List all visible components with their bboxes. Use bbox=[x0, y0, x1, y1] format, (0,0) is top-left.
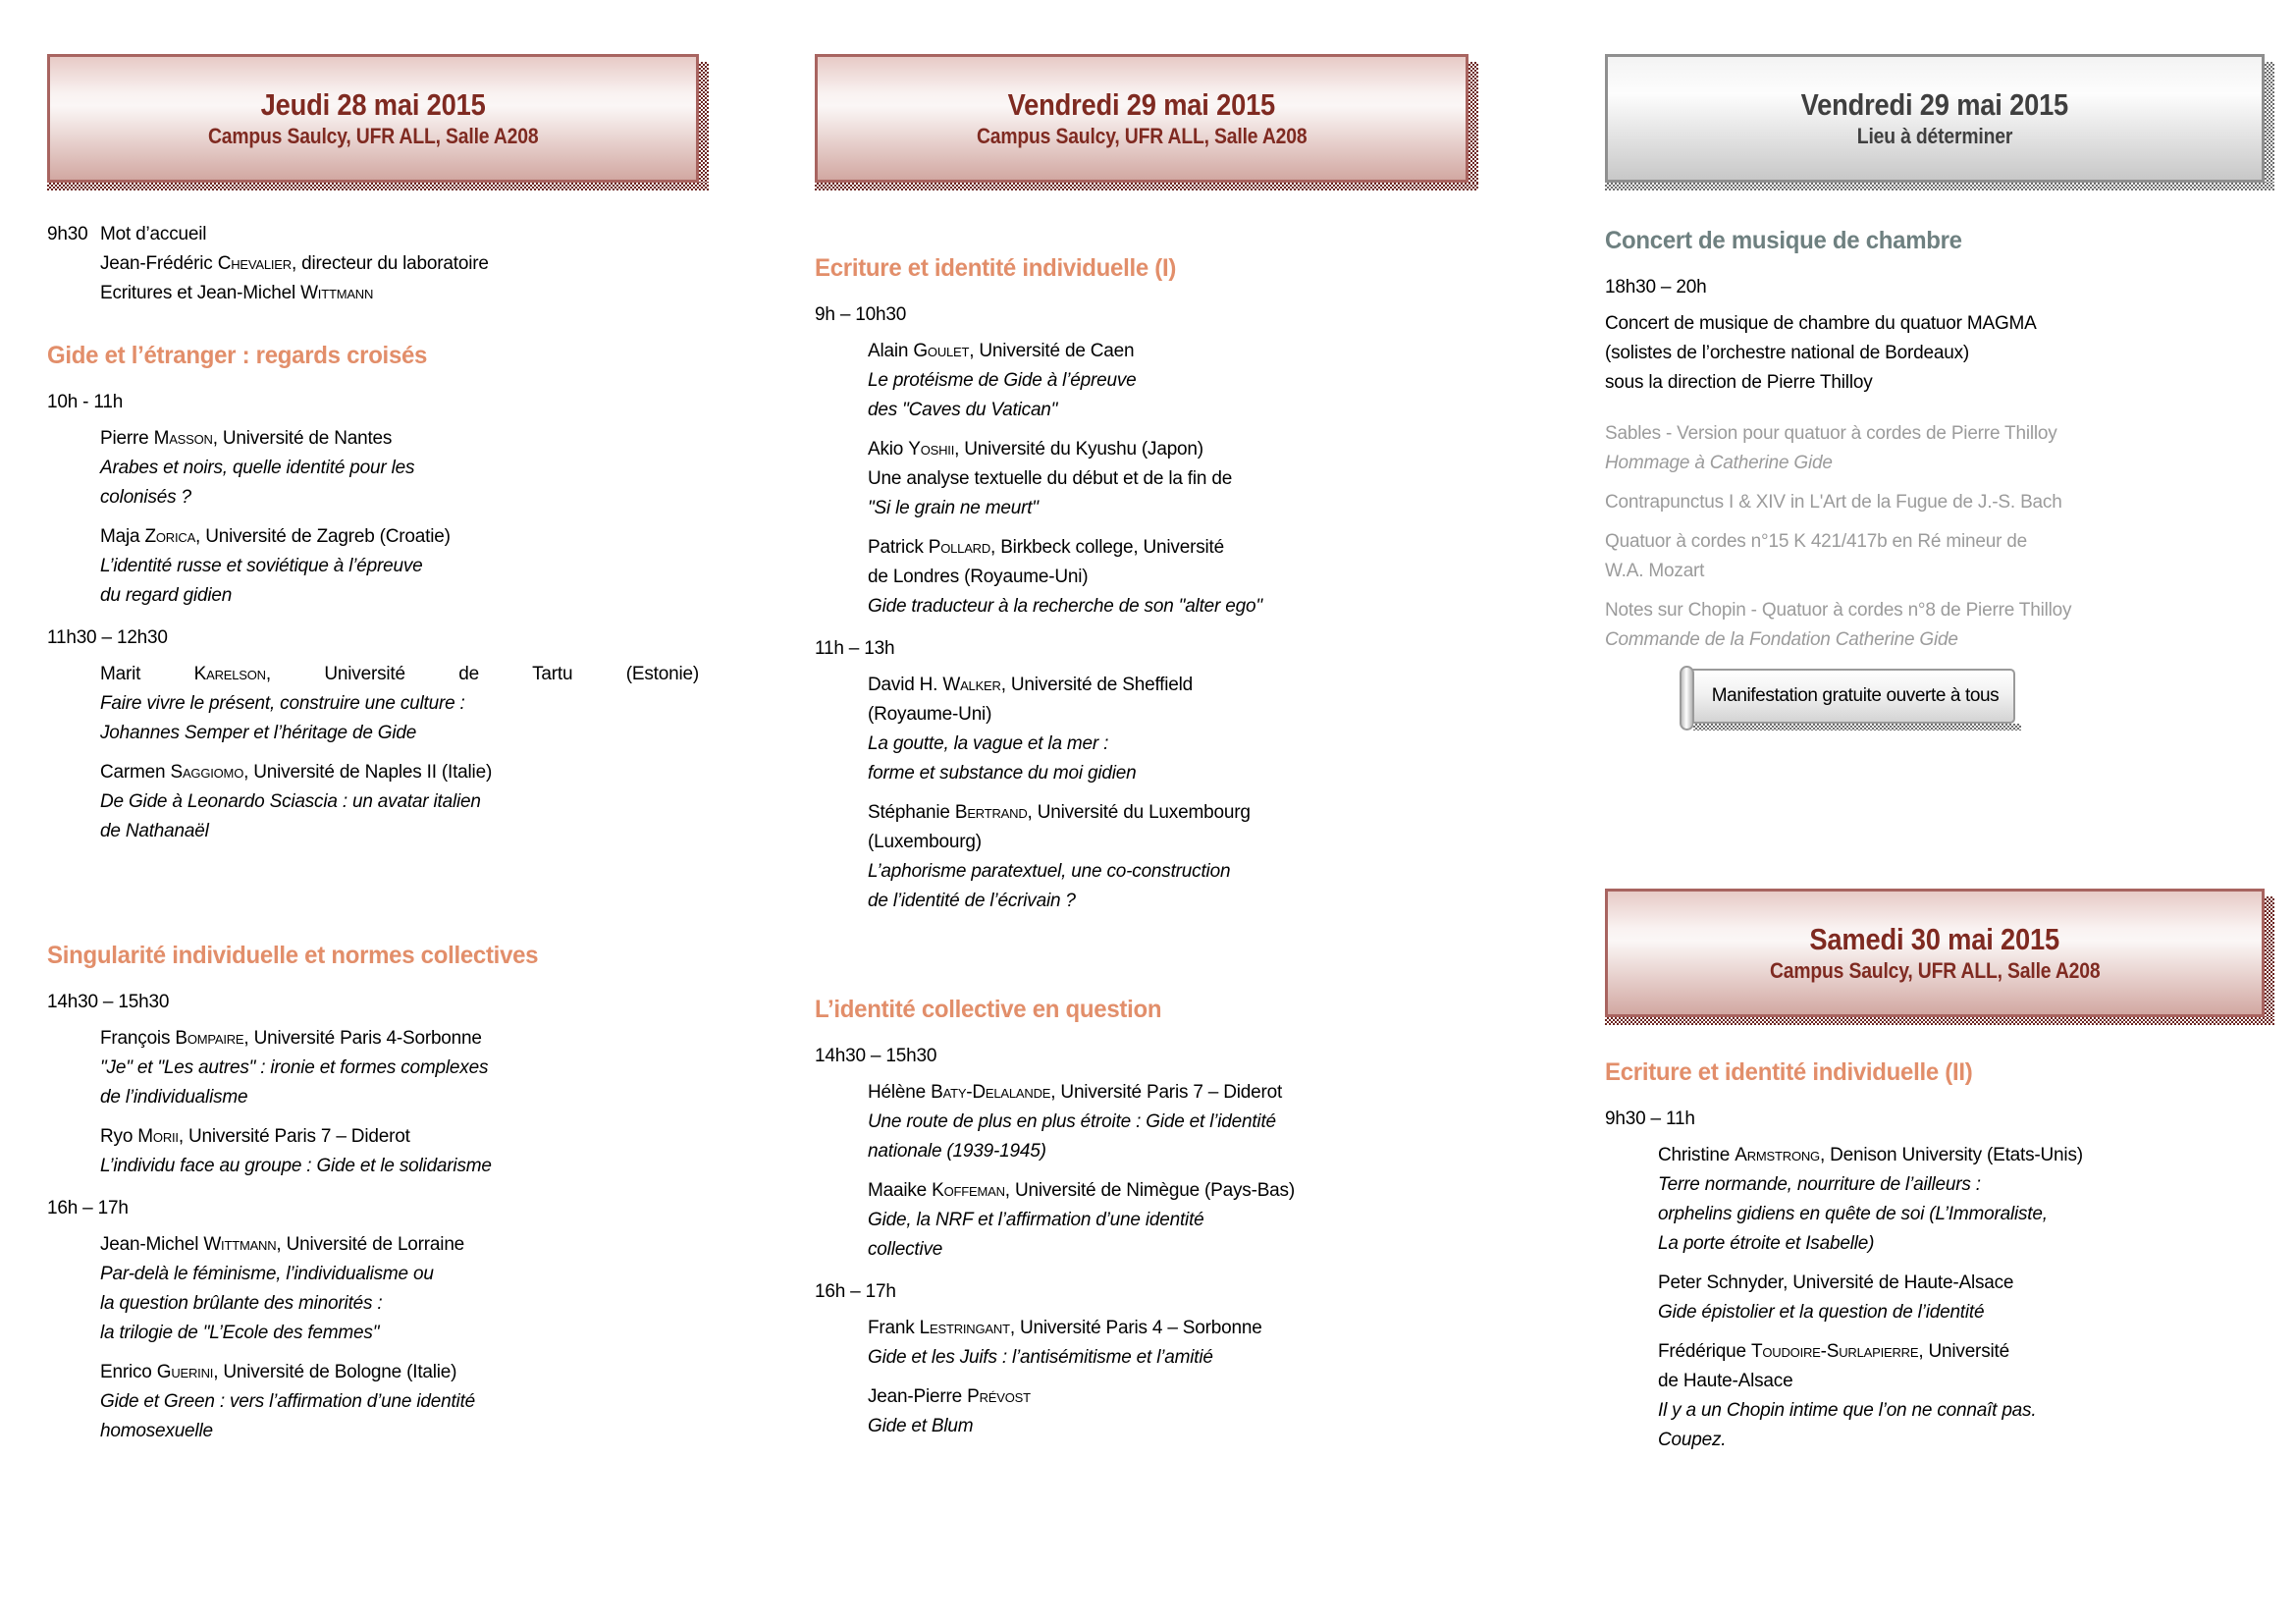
talk-title: Il y a un Chopin intime que l’on ne connaît pas. Coupez. bbox=[1658, 1400, 2037, 1450]
concert-description: Concert de musique de chambre du quatuor MAGMA (solistes de l’orchestre national de Bordeaux) sous la direction de Pierre Thilloy bbox=[1605, 313, 2037, 393]
talk-item bbox=[868, 337, 1468, 425]
speaker-name: Frank Lestringant, Université Paris 4 – Sorbonne bbox=[868, 1318, 1262, 1338]
speaker-name: Jean-Michel Wittmann, Université de Lorraine bbox=[100, 1234, 465, 1255]
talk-title: Gide et Green : vers l’affirmation d’une identité homosexuelle bbox=[100, 1391, 476, 1441]
program-item bbox=[1605, 527, 2265, 586]
talk-item bbox=[100, 522, 699, 611]
speaker-name: Ryo Morii, Université Paris 7 – Diderot bbox=[100, 1126, 410, 1147]
speaker-name: Christine Armstrong, Denison University (Etats-Unis) bbox=[1658, 1145, 2083, 1165]
talk-title: "Je" et "Les autres" : ironie et formes complexes de l’individualisme bbox=[100, 1057, 489, 1108]
talk-title: Arabes et noirs, quelle identité pour les colonisés ? bbox=[100, 458, 415, 508]
talk-item bbox=[100, 424, 699, 513]
talk-item bbox=[100, 1122, 699, 1181]
day-header-vendredi-29-concert bbox=[1605, 54, 2265, 183]
session-heading: Concert de musique de chambre bbox=[1605, 227, 1962, 254]
session-heading: Singularité individuelle et normes collectives bbox=[47, 942, 539, 969]
program-piece: Notes sur Chopin - Quatuor à cordes n°8 de Pierre Thilloy bbox=[1605, 600, 2072, 621]
day-title: Jeudi 28 mai 2015 bbox=[260, 86, 486, 122]
day-title: Vendredi 29 mai 2015 bbox=[1800, 86, 2069, 122]
time-slot: 9h – 10h30 bbox=[815, 304, 907, 325]
talk-title: Par-delà le féminisme, l’individualisme ou la question brûlante des minorités : la trilogie de "L’Ecole des femmes" bbox=[100, 1264, 434, 1343]
talk-title: Terre normande, nourriture de l’ailleurs : orphelins gidiens en quête de soi (L’Immoraliste, La porte étroite et Isabelle) bbox=[1658, 1174, 2048, 1254]
time-slot: 18h30 – 20h bbox=[1605, 277, 1707, 298]
day-title: Samedi 30 mai 2015 bbox=[1809, 921, 2060, 956]
welcome-line: Jean-Frédéric Chevalier, directeur du laboratoire bbox=[100, 253, 489, 274]
speaker-affiliation: (Luxembourg) bbox=[868, 832, 982, 852]
talk-item bbox=[100, 1024, 699, 1112]
talk-title: Gide traducteur à la recherche de son "alter ego" bbox=[868, 596, 1262, 617]
talk-item bbox=[100, 758, 699, 846]
welcome-line: Ecritures et Jean-Michel Wittmann bbox=[100, 283, 374, 303]
program-note: Hommage à Catherine Gide bbox=[1605, 453, 1833, 473]
talk-item bbox=[868, 435, 1468, 523]
scroll-edge-decoration bbox=[1680, 666, 1694, 730]
time-slot: 9h30 – 11h bbox=[1605, 1109, 1695, 1129]
speaker-name: David H. Walker, Université de Sheffield (Royaume-Uni) bbox=[868, 671, 1468, 730]
speaker-name: Enrico Guerini, Université de Bologne (Italie) bbox=[100, 1362, 457, 1382]
talk-title: Le protéisme de Gide à l’épreuve des "Caves du Vatican" bbox=[868, 370, 1137, 420]
column-concert-saturday bbox=[1605, 54, 2265, 1465]
talk-item bbox=[1658, 1337, 2265, 1455]
free-admission-label: Manifestation gratuite ouverte à tous bbox=[1711, 685, 2000, 706]
session-heading: Ecriture et identité individuelle (I) bbox=[815, 254, 1177, 282]
welcome-line: Mot d’accueil bbox=[100, 224, 207, 244]
time-slot: 16h – 17h bbox=[47, 1198, 129, 1218]
speaker-name: Frédérique Toudoire-Surlapierre, Université de Haute-Alsace bbox=[1658, 1337, 2265, 1396]
speaker-name: Marit Karelson, Université de Tartu (Estonie) bbox=[100, 664, 699, 684]
talk-title: Faire vivre le présent, construire une culture : Johannes Semper et l’héritage de Gide bbox=[100, 693, 465, 743]
time-slot: 14h30 – 15h30 bbox=[815, 1046, 937, 1066]
program-item bbox=[1605, 419, 2265, 478]
speaker-name: Maja Zorica, Université de Zagreb (Croatie) bbox=[100, 526, 451, 547]
session-heading: Ecriture et identité individuelle (II) bbox=[1605, 1058, 1973, 1086]
talk-item bbox=[868, 1176, 1468, 1265]
talk-title: L’identité russe et soviétique à l’épreuve du regard gidien bbox=[100, 556, 423, 606]
talk-title: Gide et les Juifs : l’antisémitisme et l’amitié bbox=[868, 1347, 1213, 1368]
time-slot: 11h – 13h bbox=[815, 638, 895, 659]
time-slot: 14h30 – 15h30 bbox=[47, 992, 170, 1012]
day-header-jeudi-28 bbox=[47, 54, 699, 183]
speaker-name: François Bompaire, Université Paris 4-Sorbonne bbox=[100, 1028, 482, 1049]
speaker-affiliation: (Royaume-Uni) bbox=[868, 704, 992, 725]
speaker-name: Maaike Koffeman, Université de Nimègue (Pays-Bas) bbox=[868, 1180, 1295, 1201]
talk-title: L’aphorisme paratextuel, une co-construction de l’identité de l’écrivain ? bbox=[868, 861, 1231, 911]
time-slot: 9h30 bbox=[47, 224, 88, 244]
talk-title: L’individu face au groupe : Gide et le solidarisme bbox=[100, 1156, 492, 1176]
welcome-text bbox=[100, 220, 489, 308]
program-note: Commande de la Fondation Catherine Gide bbox=[1605, 629, 1958, 650]
talk-title: Gide, la NRF et l’affirmation d’une identité collective bbox=[868, 1210, 1204, 1260]
talk-title: La goutte, la vague et la mer : forme et substance du moi gidien bbox=[868, 733, 1137, 784]
talk-item bbox=[100, 1230, 699, 1348]
program-item bbox=[1605, 488, 2265, 517]
talk-title: Gide épistolier et la question de l’identité bbox=[1658, 1302, 1985, 1323]
speaker-name: Stéphanie Bertrand, Université du Luxembourg (Luxembourg) bbox=[868, 798, 1468, 857]
speaker-name: Hélène Baty-Delalande, Université Paris 7 – Diderot bbox=[868, 1082, 1283, 1103]
talk-title: "Si le grain ne meurt" bbox=[868, 498, 1039, 518]
talk-item bbox=[868, 1382, 1468, 1441]
day-header-vendredi-29 bbox=[815, 54, 1468, 183]
program-piece: Sables - Version pour quatuor à cordes de Pierre Thilloy bbox=[1605, 423, 2057, 444]
speaker-name: Akio Yoshii, Université du Kyushu (Japon) bbox=[868, 439, 1203, 460]
talk-title: Gide et Blum bbox=[868, 1416, 974, 1436]
column-friday bbox=[815, 54, 1468, 1465]
session-heading: Gide et l’étranger : regards croisés bbox=[47, 342, 428, 369]
time-slot: 16h – 17h bbox=[815, 1281, 896, 1302]
speaker-affiliation: de Londres (Royaume-Uni) bbox=[868, 567, 1089, 587]
talk-title: De Gide à Leonardo Sciascia : un avatar italien de Nathanaël bbox=[100, 791, 481, 841]
talk-item bbox=[868, 533, 1468, 622]
talk-item bbox=[868, 1078, 1468, 1166]
talk-title: Une route de plus en plus étroite : Gide et l’identité nationale (1939-1945) bbox=[868, 1111, 1276, 1162]
talk-item bbox=[1658, 1269, 2265, 1327]
speaker-name: Jean-Pierre Prévost bbox=[868, 1386, 1031, 1407]
talk-item bbox=[1658, 1141, 2265, 1259]
talk-item bbox=[868, 798, 1468, 916]
time-slot: 11h30 – 12h30 bbox=[47, 627, 168, 648]
day-header-samedi-30 bbox=[1605, 889, 2265, 1017]
day-location: Campus Saulcy, UFR ALL, Salle A208 bbox=[207, 123, 539, 148]
talk-item bbox=[868, 671, 1468, 788]
talk-item bbox=[868, 1314, 1468, 1373]
day-location: Lieu à déterminer bbox=[1856, 123, 2013, 148]
speaker-name: Carmen Saggiomo, Université de Naples II (Italie) bbox=[100, 762, 493, 783]
talk-item bbox=[100, 660, 699, 748]
day-title: Vendredi 29 mai 2015 bbox=[1007, 86, 1276, 122]
speaker-affiliation: de Haute-Alsace bbox=[1658, 1371, 1793, 1391]
talk-subtitle: Une analyse textuelle du début et de la fin de bbox=[868, 468, 1233, 489]
day-location: Campus Saulcy, UFR ALL, Salle A208 bbox=[976, 123, 1308, 148]
column-thursday bbox=[47, 54, 699, 1465]
session-heading: L’identité collective en question bbox=[815, 996, 1162, 1023]
time-slot: 10h - 11h bbox=[47, 392, 124, 412]
day-location: Campus Saulcy, UFR ALL, Salle A208 bbox=[1769, 957, 2101, 983]
program-item bbox=[1605, 596, 2265, 655]
speaker-name: Patrick Pollard, Birkbeck college, Université de Londres (Royaume-Uni) bbox=[868, 533, 1468, 592]
program-piece: Contrapunctus I & XIV in L'Art de la Fugue de J.-S. Bach bbox=[1605, 492, 2062, 513]
speaker-name: Alain Goulet, Université de Caen bbox=[868, 341, 1135, 361]
free-admission-banner bbox=[1682, 669, 2015, 724]
speaker-name: Peter Schnyder, Université de Haute-Alsace bbox=[1658, 1272, 2014, 1293]
program-piece: Quatuor à cordes n°15 K 421/417b en Ré mineur de W.A. Mozart bbox=[1605, 531, 2028, 581]
welcome-item bbox=[47, 220, 699, 308]
talk-item bbox=[100, 1358, 699, 1446]
speaker-name: Pierre Masson, Université de Nantes bbox=[100, 428, 393, 449]
